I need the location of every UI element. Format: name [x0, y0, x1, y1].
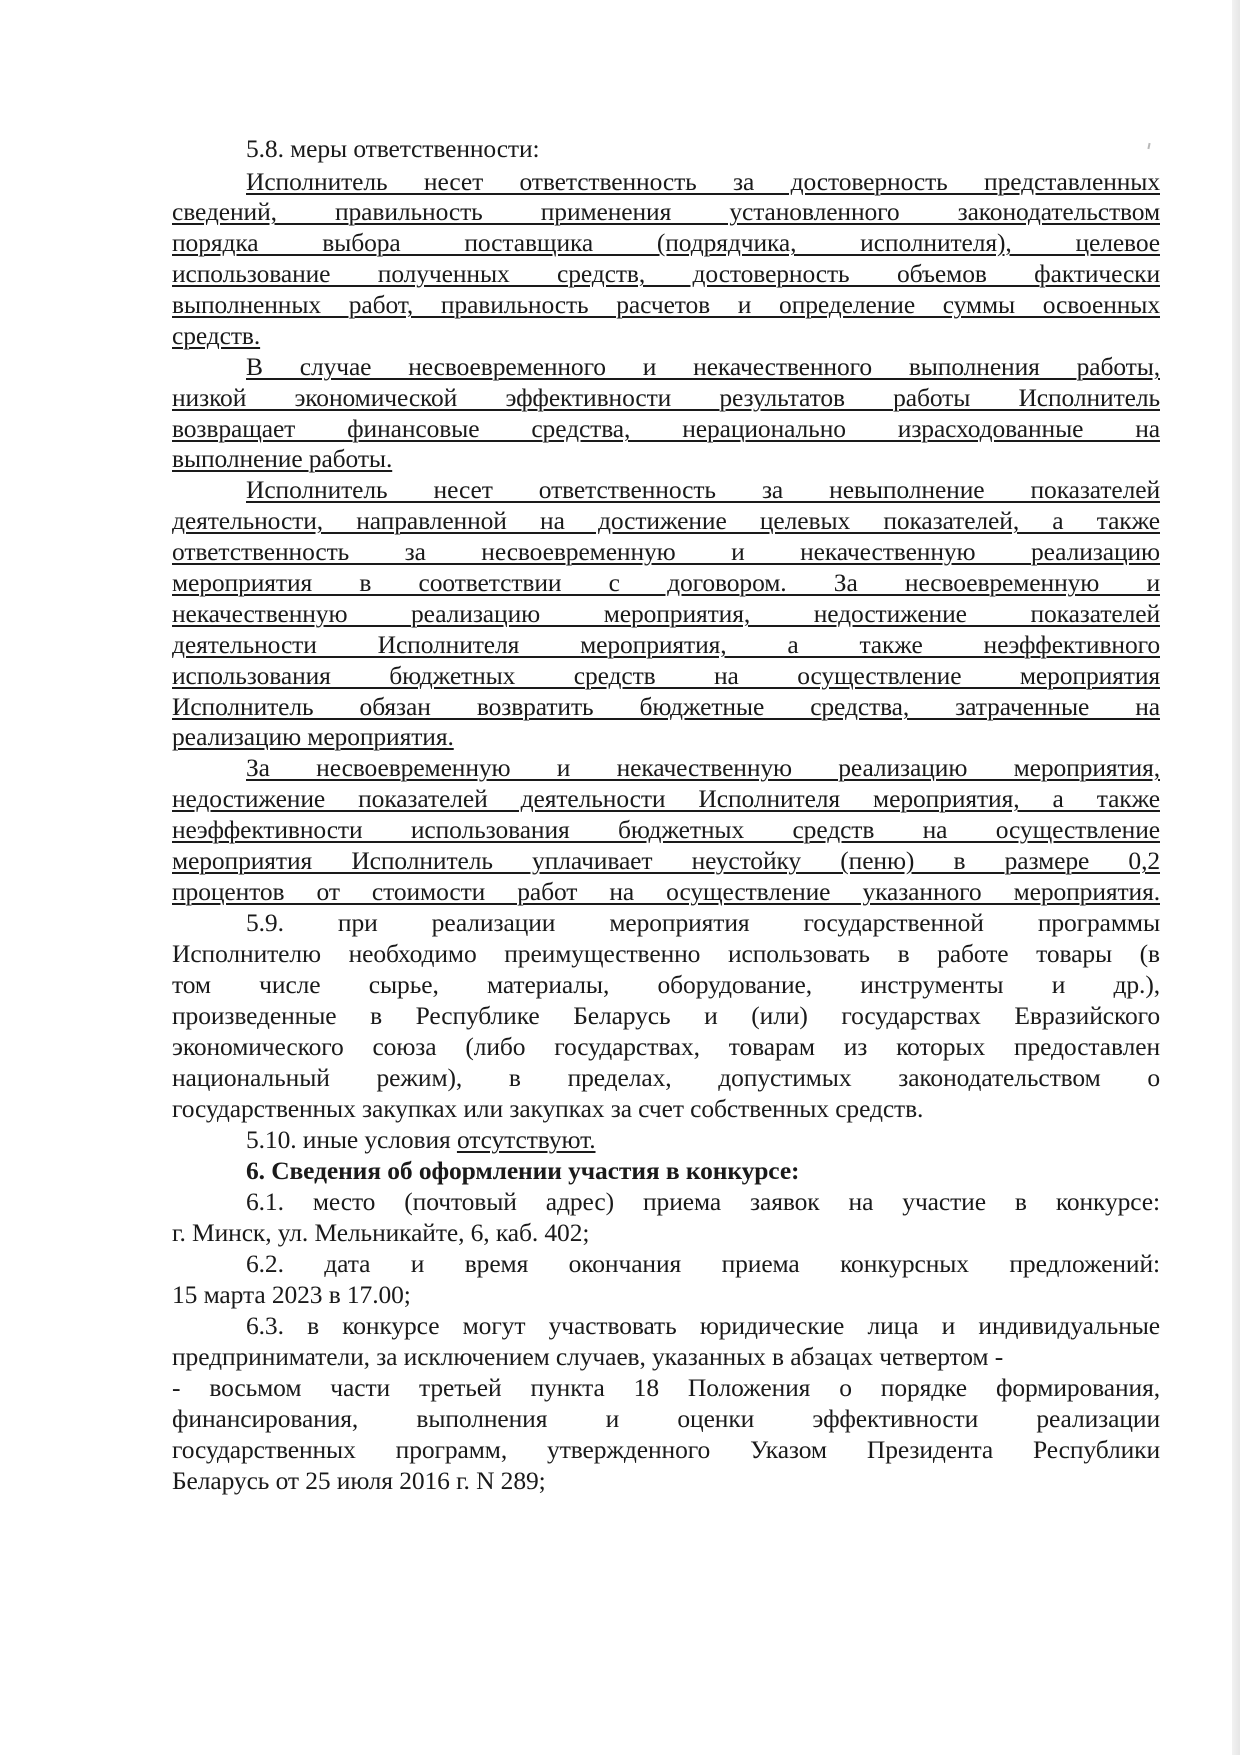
- text-run: финансирования, выполнения и оценки эффективности реализации: [172, 1404, 1160, 1433]
- text-line: [246, 1249, 1160, 1279]
- text-line: [246, 167, 1160, 197]
- underlined-text-run: За несвоевременную и некачественную реализацию мероприятия,: [246, 753, 1160, 782]
- text-line: [172, 630, 1160, 660]
- underlined-text-run: порядка выбора поставщика (подрядчика, исполнителя), целевое: [172, 228, 1160, 257]
- underlined-text-run: выполненных работ, правильность расчетов и определение суммы освоенных: [172, 290, 1160, 319]
- text-line: [172, 1032, 1160, 1062]
- text-line: [172, 1435, 1160, 1465]
- text-line: [172, 692, 1160, 722]
- text-line: [246, 475, 1160, 505]
- text-run: 6.2. дата и время окончания приема конкурсных предложений:: [246, 1249, 1160, 1278]
- text-line: [172, 506, 1160, 536]
- underlined-text-run: деятельности Исполнителя мероприятия, а также неэффективного: [172, 630, 1160, 659]
- text-line: [172, 970, 1160, 1000]
- text-line: [172, 661, 1160, 691]
- text-line: [172, 1001, 1160, 1031]
- text-line: [172, 444, 1160, 474]
- text-run: 15 марта 2023 в 17.00;: [172, 1280, 411, 1309]
- text-line: [172, 1466, 1160, 1496]
- underlined-text-run: процентов от стоимости работ на осуществление указанного мероприятия.: [172, 877, 1160, 906]
- underlined-text-run: В случае несвоевременного и некачественного выполнения работы,: [246, 352, 1160, 381]
- text-line: [172, 1094, 1160, 1124]
- underlined-text-run: использования бюджетных средств на осуществление мероприятия: [172, 661, 1160, 690]
- text-run: Беларусь от 25 июля 2016 г. N 289;: [172, 1466, 546, 1495]
- text-run: произведенные в Республике Беларусь и (или) государствах Евразийского: [172, 1001, 1160, 1030]
- text-run: 5.8. меры ответственности:: [246, 134, 540, 163]
- text-line: [172, 537, 1160, 567]
- text-line: [246, 908, 1160, 938]
- text-line: [172, 383, 1160, 413]
- text-line: [172, 1218, 1160, 1248]
- text-run: Исполнителю необходимо преимущественно использовать в работе товары (в: [172, 939, 1160, 968]
- text-run: 5.9. при реализации мероприятия государственной программы: [246, 908, 1160, 937]
- text-run: государственных закупках или закупках за счет собственных средств.: [172, 1094, 924, 1123]
- page-edge: [1232, 0, 1240, 1755]
- underlined-text-run: Исполнитель несет ответственность за невыполнение показателей: [246, 475, 1160, 504]
- text-run: 5.10. иные условия: [246, 1125, 457, 1154]
- text-line: [172, 846, 1160, 876]
- text-line: [246, 753, 1160, 783]
- text-run: 6.3. в конкурсе могут участвовать юридические лица и индивидуальные: [246, 1311, 1160, 1340]
- underlined-text-run: ответственность за несвоевременную и некачественную реализацию: [172, 537, 1160, 566]
- text-run: государственных программ, утвержденного Указом Президента Республики: [172, 1435, 1160, 1464]
- text-line: [246, 1125, 1160, 1155]
- text-line: [172, 228, 1160, 258]
- text-line: [172, 1280, 1160, 1310]
- underlined-text-run: средств.: [172, 321, 261, 350]
- text-line: [172, 321, 1160, 351]
- underlined-text-run: сведений, правильность применения установленного законодательством: [172, 197, 1160, 226]
- underlined-text-run: низкой экономической эффективности результатов работы Исполнитель: [172, 383, 1160, 412]
- underlined-text-run: выполнение работы.: [172, 444, 393, 473]
- text-line: [172, 877, 1160, 907]
- text-run: 6.1. место (почтовый адрес) приема заявок на участие в конкурсе:: [246, 1187, 1160, 1216]
- text-line: [172, 939, 1160, 969]
- text-line: [172, 722, 1160, 752]
- text-run: национальный режим), в пределах, допустимых законодательством о: [172, 1063, 1160, 1092]
- text-line: [172, 197, 1160, 227]
- text-run: - восьмом части третьей пункта 18 Положения о порядке формирования,: [172, 1373, 1160, 1402]
- text-line: [172, 599, 1160, 629]
- underlined-text-run: отсутствуют.: [456, 1125, 596, 1154]
- text-line: [172, 784, 1160, 814]
- text-line: [246, 352, 1160, 382]
- text-line: [172, 290, 1160, 320]
- text-line: [172, 1342, 1160, 1372]
- text-line: [172, 1404, 1160, 1434]
- underlined-text-run: неэффективности использования бюджетных средств на осуществление: [172, 815, 1160, 844]
- underlined-text-run: некачественную реализацию мероприятия, недостижение показателей: [172, 599, 1160, 628]
- section-heading: [246, 1156, 1160, 1186]
- text-line: [172, 568, 1160, 598]
- text-line: [172, 1063, 1160, 1093]
- text-line: [172, 259, 1160, 289]
- underlined-text-run: деятельности, направленной на достижение целевых показателей, а также: [172, 506, 1160, 535]
- underlined-text-run: мероприятия в соответствии с договором. За несвоевременную и: [172, 568, 1160, 597]
- text-run: 6. Сведения об оформлении участия в конкурсе:: [246, 1156, 800, 1185]
- text-run: г. Минск, ул. Мельникайте, 6, каб. 402;: [172, 1218, 590, 1247]
- text-line: [246, 134, 1160, 164]
- text-line: [246, 1311, 1160, 1341]
- text-line: [172, 414, 1160, 444]
- text-run: том числе сырье, материалы, оборудование, инструменты и др.),: [172, 970, 1160, 999]
- underlined-text-run: Исполнитель обязан возвратить бюджетные средства, затраченные на: [172, 692, 1160, 721]
- underlined-text-run: возвращает финансовые средства, нерационально израсходованные на: [172, 414, 1160, 443]
- text-line: [246, 1187, 1160, 1217]
- text-line: [172, 1373, 1160, 1403]
- text-run: предприниматели, за исключением случаев, указанных в абзацах четвертом -: [172, 1342, 1004, 1371]
- text-run: экономического союза (либо государствах, товарам из которых предоставлен: [172, 1032, 1160, 1061]
- underlined-text-run: мероприятия Исполнитель уплачивает неустойку (пеню) в размере 0,2: [172, 846, 1160, 875]
- underlined-text-run: Исполнитель несет ответственность за достоверность представленных: [246, 167, 1160, 196]
- underlined-text-run: использование полученных средств, достоверность объемов фактически: [172, 259, 1160, 288]
- underlined-text-run: недостижение показателей деятельности Исполнителя мероприятия, а также: [172, 784, 1160, 813]
- underlined-text-run: реализацию мероприятия.: [172, 722, 454, 751]
- text-line: [172, 815, 1160, 845]
